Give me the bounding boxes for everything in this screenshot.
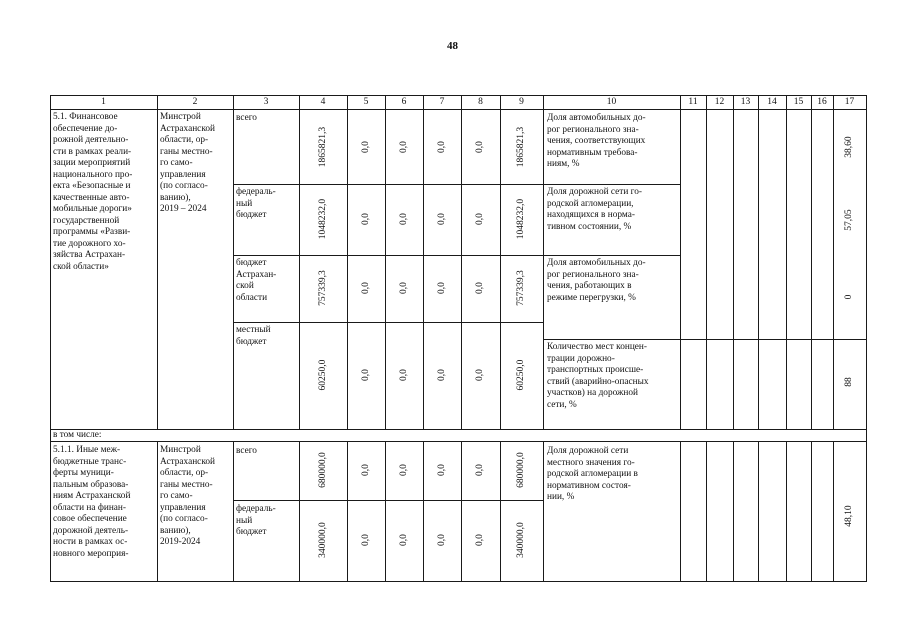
row1-indicator-1-value: 38,60 — [844, 136, 854, 158]
row2-executor: Минстрой Астраханской области, ор- ганы местно- го само- управления (по согласо- ванию), 2019-2024 — [160, 445, 215, 547]
row2-total-c5: 0,0 — [361, 464, 371, 476]
header-col-6: 6 — [401, 97, 407, 107]
header-col-4: 4 — [320, 97, 326, 107]
col-rule-7b — [423, 441, 424, 581]
col-rule-6b — [385, 441, 386, 581]
row1-indicator-4: Количество мест концен- трации дорожно- транспортных происше- ствий (аварийно-опасных участков) на дорожной сети, % — [547, 342, 649, 410]
col-rule-5b — [347, 441, 348, 581]
col-rule-8 — [461, 95, 462, 429]
row2-federal-c6: 0,0 — [399, 534, 409, 546]
row2-total-c7: 0,0 — [437, 464, 447, 476]
row1-executor: Минстрой Астраханской области, ор- ганы местно- го само- управления (по согласо- ванию), 2019 – 2024 — [160, 112, 215, 214]
col-rule-10b — [543, 441, 544, 581]
row1-local-c8: 0,0 — [475, 369, 485, 381]
row2-source-federal: федераль- ный бюджет — [236, 504, 276, 537]
row2-indicator-value: 48,10 — [844, 505, 854, 527]
row1-local-c4: 60250,0 — [318, 359, 328, 391]
row1-measure-name: 5.1. Финансовое обеспечение до- рожной деятельно- сти в рамках реали- зации мероприятий национального про- екта «Безопасные и качественные авто- мобильные дороги» государственной программы «Разви- тие дорожного хо- зяйства Астрахан- ской области» — [53, 112, 133, 272]
row1-federal-c6: 0,0 — [399, 213, 409, 225]
row1-indicator-2-value: 57,05 — [844, 209, 854, 231]
col-rule-11b — [680, 441, 681, 581]
row1-source-regional: бюджет Астрахан- ской области — [236, 258, 277, 303]
col-rule-12 — [706, 95, 707, 429]
row1-federal-c9: 1048232,0 — [516, 198, 526, 240]
row1-regional-c9: 757339,3 — [516, 270, 526, 306]
col-rule-11 — [680, 95, 681, 429]
header-col-8: 8 — [478, 97, 483, 107]
header-col-12: 12 — [714, 97, 725, 107]
col-rule-15 — [786, 95, 787, 429]
row1-total-c9: 1865821,3 — [516, 126, 526, 168]
row2-total-c4: 680000,0 — [318, 452, 328, 488]
rule-row1-c — [233, 322, 543, 323]
row2-federal-c7: 0,0 — [437, 534, 447, 546]
row1-total-c7: 0,0 — [437, 141, 447, 153]
col-rule-5 — [347, 95, 348, 429]
col-rule-13 — [733, 95, 734, 429]
col-rule-13b — [733, 441, 734, 581]
subheader-including: в том числе: — [53, 430, 102, 440]
row1-regional-c5: 0,0 — [361, 282, 371, 294]
row1-federal-c5: 0,0 — [361, 213, 371, 225]
table-bottom-rule — [50, 581, 867, 582]
row1-indicator-3: Доля автомобильных до- рог регионального зна- чения, работающих в режиме перегрузки, % — [547, 258, 646, 303]
row1-local-c7: 0,0 — [437, 369, 447, 381]
col-rule-12b — [706, 441, 707, 581]
row1-regional-c6: 0,0 — [399, 282, 409, 294]
row2-indicator: Доля дорожной сети местного значения го- родской агломерации в нормативном состоя- нии, % — [547, 446, 638, 502]
col-rule-16 — [811, 95, 812, 429]
header-col-3: 3 — [263, 97, 269, 107]
header-col-11: 11 — [688, 97, 698, 107]
row1-total-c6: 0,0 — [399, 141, 409, 153]
col-rule-16b — [811, 441, 812, 581]
row1-federal-c7: 0,0 — [437, 213, 447, 225]
row1-source-local: местный бюджет — [236, 325, 271, 347]
col-rule-right — [866, 95, 867, 582]
header-col-2: 2 — [192, 97, 198, 107]
col-rule-6 — [385, 95, 386, 429]
header-col-14: 14 — [767, 97, 777, 107]
col-rule-10 — [543, 95, 544, 429]
row1-total-c8: 0,0 — [475, 141, 485, 153]
row1-local-c6: 0,0 — [399, 369, 409, 381]
row1-regional-c4: 757339,3 — [318, 270, 328, 306]
rule-row1-d — [543, 339, 867, 340]
col-rule-14b — [758, 441, 759, 581]
header-col-10: 10 — [606, 97, 617, 107]
row2-federal-c9: 340000,0 — [516, 522, 526, 558]
rule-subheader-bottom — [50, 441, 867, 442]
row2-total-c9: 680000,0 — [516, 452, 526, 488]
col-rule-15b — [786, 441, 787, 581]
row1-local-c5: 0,0 — [361, 369, 371, 381]
header-col-9: 9 — [519, 97, 524, 107]
col-rule-9 — [500, 95, 501, 429]
header-bottom-rule — [50, 109, 867, 110]
row1-total-c5: 0,0 — [361, 141, 371, 153]
row1-federal-c4: 1048232,0 — [318, 198, 328, 240]
header-col-16: 16 — [817, 97, 827, 107]
row1-indicator-4-value: 88 — [844, 377, 854, 387]
col-rule-9b — [500, 441, 501, 581]
header-col-17: 17 — [844, 97, 855, 107]
col-rule-7 — [423, 95, 424, 429]
row1-indicator-2: Доля дорожной сети го- родской агломерации, находящихся в норма- тивном состоянии, % — [547, 187, 642, 232]
row1-indicator-1: Доля автомобильных до- рог регионального зна- чения, соответствующих нормативным требова- ниям, % — [547, 113, 646, 169]
page-number: 48 — [447, 40, 458, 52]
row1-source-federal: федераль- ный бюджет — [236, 187, 276, 220]
row2-measure-name: 5.1.1. Иные меж- бюджетные транс- ферты муници- пальным образова- ниям Астраханской области на финан- совое обеспечение дорожной деятель- ности в рамках ос- новного мероприя- — [53, 445, 131, 559]
col-rule-17 — [833, 95, 834, 429]
row2-federal-c5: 0,0 — [361, 534, 371, 546]
row2-federal-c4: 340000,0 — [318, 522, 328, 558]
row1-total-c4: 1865821,3 — [318, 126, 328, 168]
rule-row2-a — [233, 500, 543, 501]
header-col-1: 1 — [101, 97, 106, 107]
row2-total-c8: 0,0 — [475, 464, 485, 476]
row1-regional-c7: 0,0 — [437, 282, 447, 294]
row2-source-total: всего — [236, 446, 257, 456]
col-rule-14 — [758, 95, 759, 429]
header-col-15: 15 — [793, 97, 804, 107]
header-col-13: 13 — [740, 97, 751, 107]
col-rule-8b — [461, 441, 462, 581]
col-rule-17b — [833, 441, 834, 581]
row2-federal-c8: 0,0 — [475, 534, 485, 546]
row2-total-c6: 0,0 — [399, 464, 409, 476]
row1-federal-c8: 0,0 — [475, 213, 485, 225]
header-col-5: 5 — [363, 97, 369, 107]
row1-source-total: всего — [236, 113, 257, 123]
rule-row1-a — [233, 184, 680, 185]
header-col-7: 7 — [439, 97, 445, 107]
row1-local-c9: 60250,0 — [516, 359, 526, 391]
rule-row1-b — [233, 255, 680, 256]
row1-indicator-3-value: 0 — [844, 294, 854, 300]
row1-regional-c8: 0,0 — [475, 282, 485, 294]
